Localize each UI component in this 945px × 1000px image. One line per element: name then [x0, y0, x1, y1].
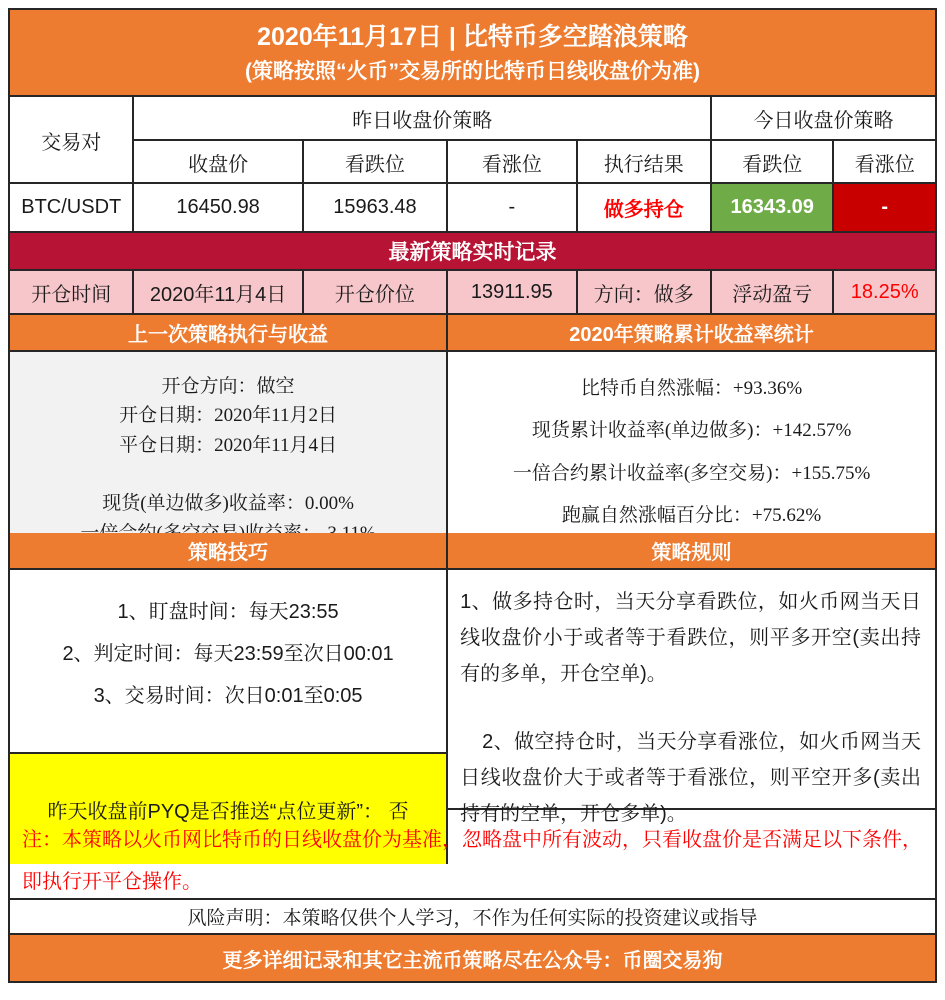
yearly-stat-line: 现货累计收益率(单边做多)：+142.57%	[531, 420, 852, 442]
yearly-stats-panel	[446, 352, 935, 548]
open-time-value: 2020年11月4日	[132, 271, 301, 313]
yearly-stats-header: 2020年策略累计收益率统计	[446, 315, 935, 350]
rules-header: 策略规则	[446, 533, 935, 568]
open-price-label: 开仓价位	[302, 271, 446, 313]
page-title: 2020年11月17日 | 比特币多空踏浪策略	[257, 22, 688, 51]
rule-paragraph: 1、做多持仓时，当天分享看跌位，如火币网当天日线收盘价小于或者等于看跌位，则平多开空(卖出持有的多单，开仓空单)。	[460, 591, 921, 685]
last-trade-line: 开仓方向：做空	[161, 376, 295, 397]
last-trade-header: 上一次策略执行与收益	[10, 315, 446, 350]
close-price-cell: 16450.98	[132, 184, 301, 231]
price-table-header	[10, 97, 935, 184]
pair-cell: BTC/USDT	[21, 196, 122, 218]
spacer	[10, 460, 446, 489]
execution-result-cell: 做多持仓	[576, 184, 710, 231]
live-record-row	[10, 271, 935, 315]
last-trade-line: 开仓日期：2020年11月2日	[119, 405, 337, 427]
open-price-value: 13911.95	[446, 271, 575, 313]
column-header-bull: 看涨位	[446, 141, 575, 184]
today-bull-level-cell: -	[832, 184, 935, 231]
column-header-bear: 看跌位	[302, 141, 446, 184]
tips-list	[10, 570, 446, 752]
live-record-banner: 最新策略实时记录	[10, 233, 935, 271]
tips-header: 策略技巧	[10, 533, 446, 568]
column-header-today-bull: 看涨位	[832, 141, 935, 184]
yearly-stat-line: 一倍合约累计收益率(多空交易)：+155.75%	[512, 462, 871, 484]
pnl-label: 浮动盈亏	[710, 271, 832, 313]
price-table-row	[10, 184, 935, 233]
tip-item: 3、交易时间：次日0:01至0:05	[93, 685, 363, 707]
column-header-result: 执行结果	[576, 141, 710, 184]
note-text: 注：本策略以火币网比特币的日线收盘价为基准，忽略盘中所有波动，只看收盘价是否满足以下条件，即执行开平仓操作。	[10, 810, 935, 900]
group-header-yesterday: 昨日收盘价策略	[132, 97, 710, 141]
page-subtitle: (策略按照“火币”交易所的比特币日线收盘价为准)	[245, 59, 700, 83]
stats-content	[10, 352, 935, 533]
strategy-sheet	[8, 8, 937, 983]
section-headers-2	[10, 533, 935, 570]
pnl-value: 18.25%	[832, 271, 935, 313]
today-bear-level-cell: 16343.09	[710, 184, 832, 231]
last-trade-panel	[10, 352, 446, 548]
disclaimer-text: 风险声明：本策略仅供个人学习，不作为任何实际的投资建议或指导	[10, 900, 935, 935]
direction-cell: 方向：做多	[576, 271, 710, 313]
tip-item: 1、盯盘时间：每天23:55	[117, 601, 339, 623]
tips-rules-content	[10, 570, 935, 825]
footer-banner: 更多详细记录和其它主流币策略尽在公众号：币圈交易狗	[10, 935, 935, 981]
column-header-today-bear: 看跌位	[710, 141, 832, 184]
tip-item: 2、判定时间：每天23:59至次日00:01	[62, 643, 394, 665]
bull-level-cell: -	[446, 184, 575, 231]
column-header-pair: 交易对	[41, 132, 102, 154]
yearly-stat-line: 跑赢自然涨幅百分比：+75.62%	[561, 504, 822, 526]
rule-paragraph: 2、做空持仓时，当天分享看涨位，如火币网当天日线收盘价大于或者等于看涨位，则平空开多(卖出持有的空单，开仓多单)。	[460, 731, 921, 825]
bear-level-cell: 15963.48	[302, 184, 446, 231]
column-header-close: 收盘价	[132, 141, 301, 184]
pyq-highlight-box: 昨天收盘前PYQ是否推送“点位更新”： 否	[10, 752, 446, 864]
last-trade-line: 现货(单边做多)收益率：0.00%	[102, 493, 354, 515]
yearly-stat-line: 比特币自然涨幅：+93.36%	[580, 378, 803, 400]
title-banner	[10, 10, 935, 97]
open-time-label: 开仓时间	[31, 283, 112, 306]
section-headers-1	[10, 315, 935, 352]
last-trade-line: 平仓日期：2020年11月4日	[119, 434, 337, 456]
group-header-today: 今日收盘价策略	[710, 97, 935, 141]
